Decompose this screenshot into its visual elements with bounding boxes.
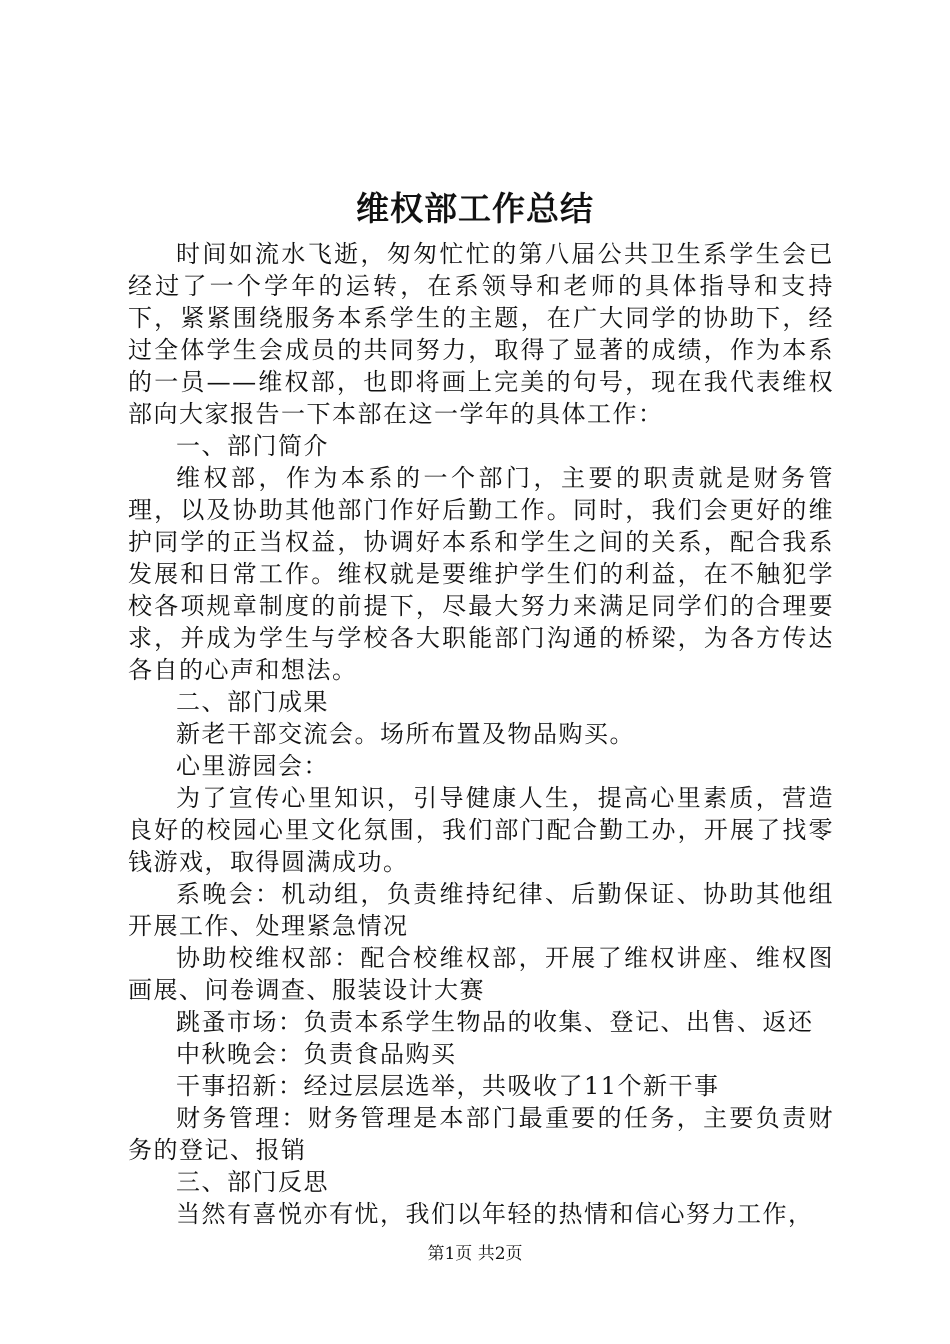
document-title: 维权部工作总结 bbox=[356, 189, 594, 228]
achievement-item: 协助校维权部：配合校维权部，开展了维权讲座、维权图画展、问卷调查、服装设计大赛 bbox=[128, 944, 834, 1004]
page-footer: 第1页 共2页 bbox=[427, 1244, 523, 1264]
paragraph-reflection: 当然有喜悦亦有忧，我们以年轻的热情和信心努力工作， bbox=[176, 1200, 814, 1228]
paragraph-department-description: 维权部，作为本系的一个部门，主要的职责就是财务管理，以及协助其他部门作好后勤工作。同时，我们会更好的维护同学的正当权益，协调好本系和学生之间的关系，配合我系发展和日常工作。维权就是要维护学生们的利益，在不触犯学校各项规章制度的前提下，尽最大努力来满足同学们的合理要求，并成为学生与学校各大职能部门沟通的桥梁，为各方传达各自的心声和想法。 bbox=[128, 464, 834, 684]
document-body bbox=[128, 238, 834, 1230]
section-heading-intro: 一、部门简介 bbox=[176, 432, 329, 460]
achievement-item: 新老干部交流会。场所布置及物品购买。 bbox=[176, 720, 635, 748]
achievement-item: 财务管理：财务管理是本部门最重要的任务，主要负责财务的登记、报销 bbox=[128, 1104, 834, 1164]
achievement-item: 系晚会：机动组，负责维持纪律、后勤保证、协助其他组开展工作、处理紧急情况 bbox=[128, 880, 834, 940]
achievement-item: 心里游园会： bbox=[176, 752, 329, 780]
achievement-item: 为了宣传心里知识，引导健康人生，提高心里素质，营造良好的校园心里文化氛围，我们部门配合勤工办，开展了找零钱游戏，取得圆满成功。 bbox=[128, 784, 834, 876]
section-heading-achievements: 二、部门成果 bbox=[176, 688, 329, 716]
paragraph-intro: 时间如流水飞逝，匆匆忙忙的第八届公共卫生系学生会已经过了一个学年的运转，在系领导和老师的具体指导和支持下，紧紧围绕服务本系学生的主题，在广大同学的协助下，经过全体学生会成员的共同努力，取得了显著的成绩，作为本系的一员——维权部，也即将画上完美的句号，现在我代表维权部向大家报告一下本部在这一学年的具体工作： bbox=[128, 240, 834, 428]
achievement-item: 跳蚤市场：负责本系学生物品的收集、登记、出售、返还 bbox=[176, 1008, 814, 1036]
achievement-item: 干事招新：经过层层选举，共吸收了11个新干事 bbox=[176, 1072, 720, 1100]
section-heading-reflection: 三、部门反思 bbox=[176, 1168, 329, 1196]
achievement-item: 中秋晚会：负责食品购买 bbox=[176, 1040, 457, 1068]
